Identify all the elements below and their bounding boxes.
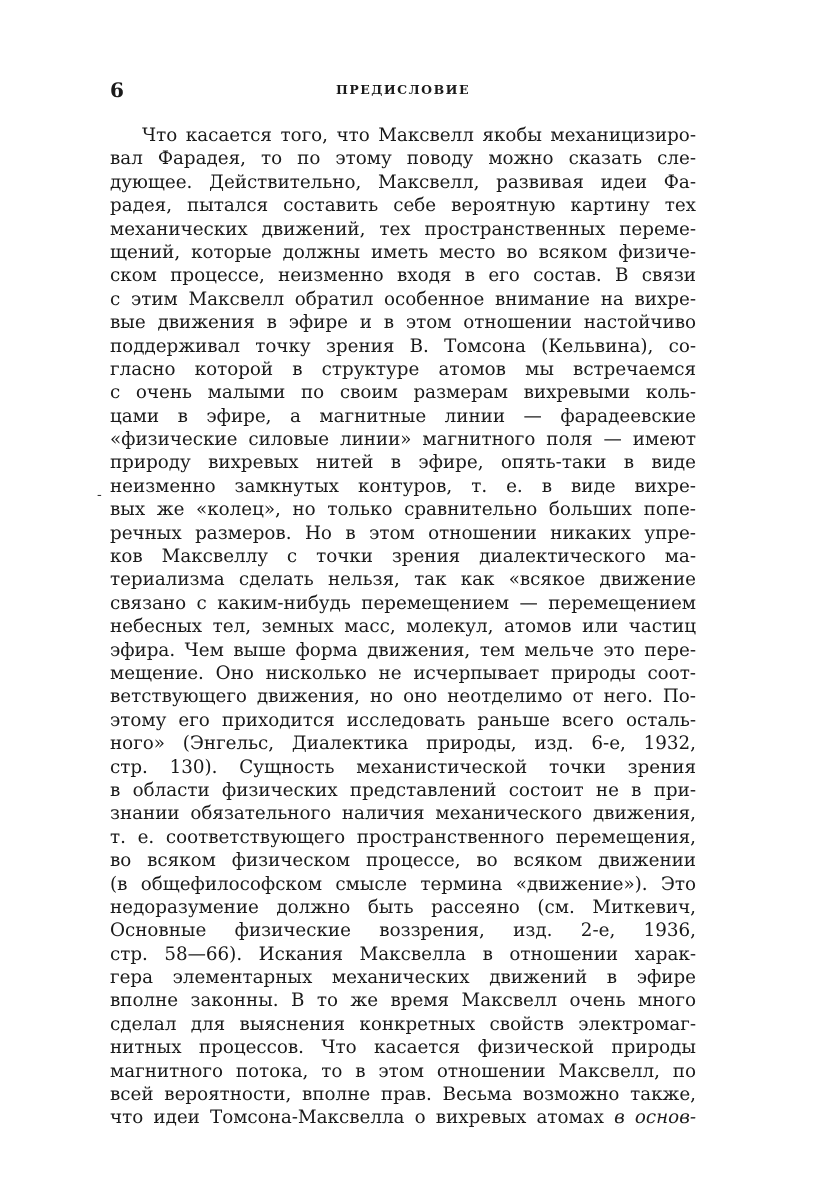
- text-line: нитных процессов. Что касается физической природы: [110, 1037, 696, 1059]
- text-line: механических движений, тех пространственных переме-: [110, 218, 696, 240]
- text-line: ного» (Энгельс, Диалектика природы, изд. 6-е, 1932,: [110, 733, 696, 755]
- running-title: ПРЕДИСЛОВИЕ: [336, 82, 470, 97]
- text-line: стр. 130). Сущность механистической точки зрения: [110, 756, 696, 778]
- page-number: 6: [110, 78, 124, 102]
- text-line: радея, пытался составить себе вероятную картину тех: [110, 195, 696, 217]
- text-line: ветствующего движения, но оно неотделимо от него. По-: [110, 686, 696, 708]
- body-paragraph: [110, 124, 696, 1130]
- text-line: вые движения в эфире и в этом отношении настойчиво: [110, 312, 696, 334]
- text-line: щений, которые должны иметь место во всяком физиче-: [110, 241, 696, 263]
- text-line: магнитного потока, то в этом отношении Максвелл, по: [110, 1060, 696, 1082]
- text-line: «физические силовые линии» магнитного поля — имеют: [110, 429, 696, 451]
- text-line: дующее. Действительно, Максвелл, развивая идеи Фа-: [110, 171, 696, 193]
- text-line: стр. 58—66). Искания Максвелла в отношении харак-: [110, 943, 696, 965]
- text-line: (в общефилософском смысле термина «движение»). Это: [110, 873, 696, 895]
- text-line: гласно которой в структуре атомов мы встречаемся: [110, 358, 696, 380]
- text-line: ков Максвеллу с точки зрения диалектического ма-: [110, 546, 696, 568]
- text-line: вполне законны. В то же время Максвелл очень много: [110, 990, 696, 1012]
- text-line: в области физических представлений состоит не в при-: [110, 779, 696, 801]
- text-line: цами в эфире, а магнитные линии — фарадеевские: [110, 405, 696, 427]
- text-line: всей вероятности, вполне прав. Весьма возможно также,: [110, 1084, 696, 1106]
- text-line: териализма сделать нельзя, так как «всякое движение: [110, 569, 696, 591]
- text-line: этому его приходится исследовать раньше всего осталь-: [110, 709, 696, 731]
- text-line: гера элементарных механических движений в эфире: [110, 967, 696, 989]
- text-line: Что касается того, что Максвелл якобы механицизиро-: [142, 125, 696, 146]
- text-line: небесных тел, земных масс, молекул, атомов или частиц: [110, 616, 696, 638]
- text-line: недоразумение должно быть рассеяно (см. Миткевич,: [110, 896, 696, 918]
- text-line: Основные физические воззрения, изд. 2-е, 1936,: [110, 920, 696, 942]
- text-line: сделал для выяснения конкретных свойств электромаг-: [110, 1013, 696, 1035]
- text-line-last-italic: в основ-: [614, 1107, 697, 1129]
- page-header: [110, 78, 696, 102]
- text-line: с очень малыми по своим размерам вихревыми коль-: [110, 382, 696, 404]
- text-line: речных размеров. Но в этом отношении никаких упре-: [110, 522, 696, 544]
- text-line: связано с каким-нибудь перемещением — перемещением: [110, 592, 696, 614]
- text-line: ском процессе, неизменно входя в его состав. В связи: [110, 265, 696, 287]
- text-line-last-plain: что идеи Томсона-Максвелла о вихревых атомах: [110, 1107, 615, 1129]
- text-line: неизменно замкнутых контуров, т. е. в виде вихре-: [110, 475, 696, 497]
- text-line: природу вихревых нитей в эфире, опять-таки в виде: [110, 452, 696, 474]
- margin-mark: -: [97, 487, 102, 503]
- text-line: знании обязательного наличия механического движения,: [110, 803, 696, 825]
- text-line-last: [110, 1106, 696, 1129]
- text-line: вал Фарадея, то по этому поводу можно сказать сле-: [110, 148, 696, 170]
- text-line: мещение. Оно нисколько не исчерпывает природы соот-: [110, 662, 696, 684]
- text-line: вых же «колец», но только сравнительно больших попе-: [110, 499, 696, 521]
- text-line: поддерживал точку зрения В. Томсона (Кельвина), со-: [110, 335, 696, 357]
- text-line: т. е. соответствующего пространственного перемещения,: [110, 826, 696, 848]
- text-line: с этим Максвелл обратил особенное внимание на вихре-: [110, 288, 696, 310]
- text-line: во всяком физическом процессе, во всяком движении: [110, 850, 696, 872]
- text-line: эфира. Чем выше форма движения, тем мельче это пере-: [110, 639, 696, 661]
